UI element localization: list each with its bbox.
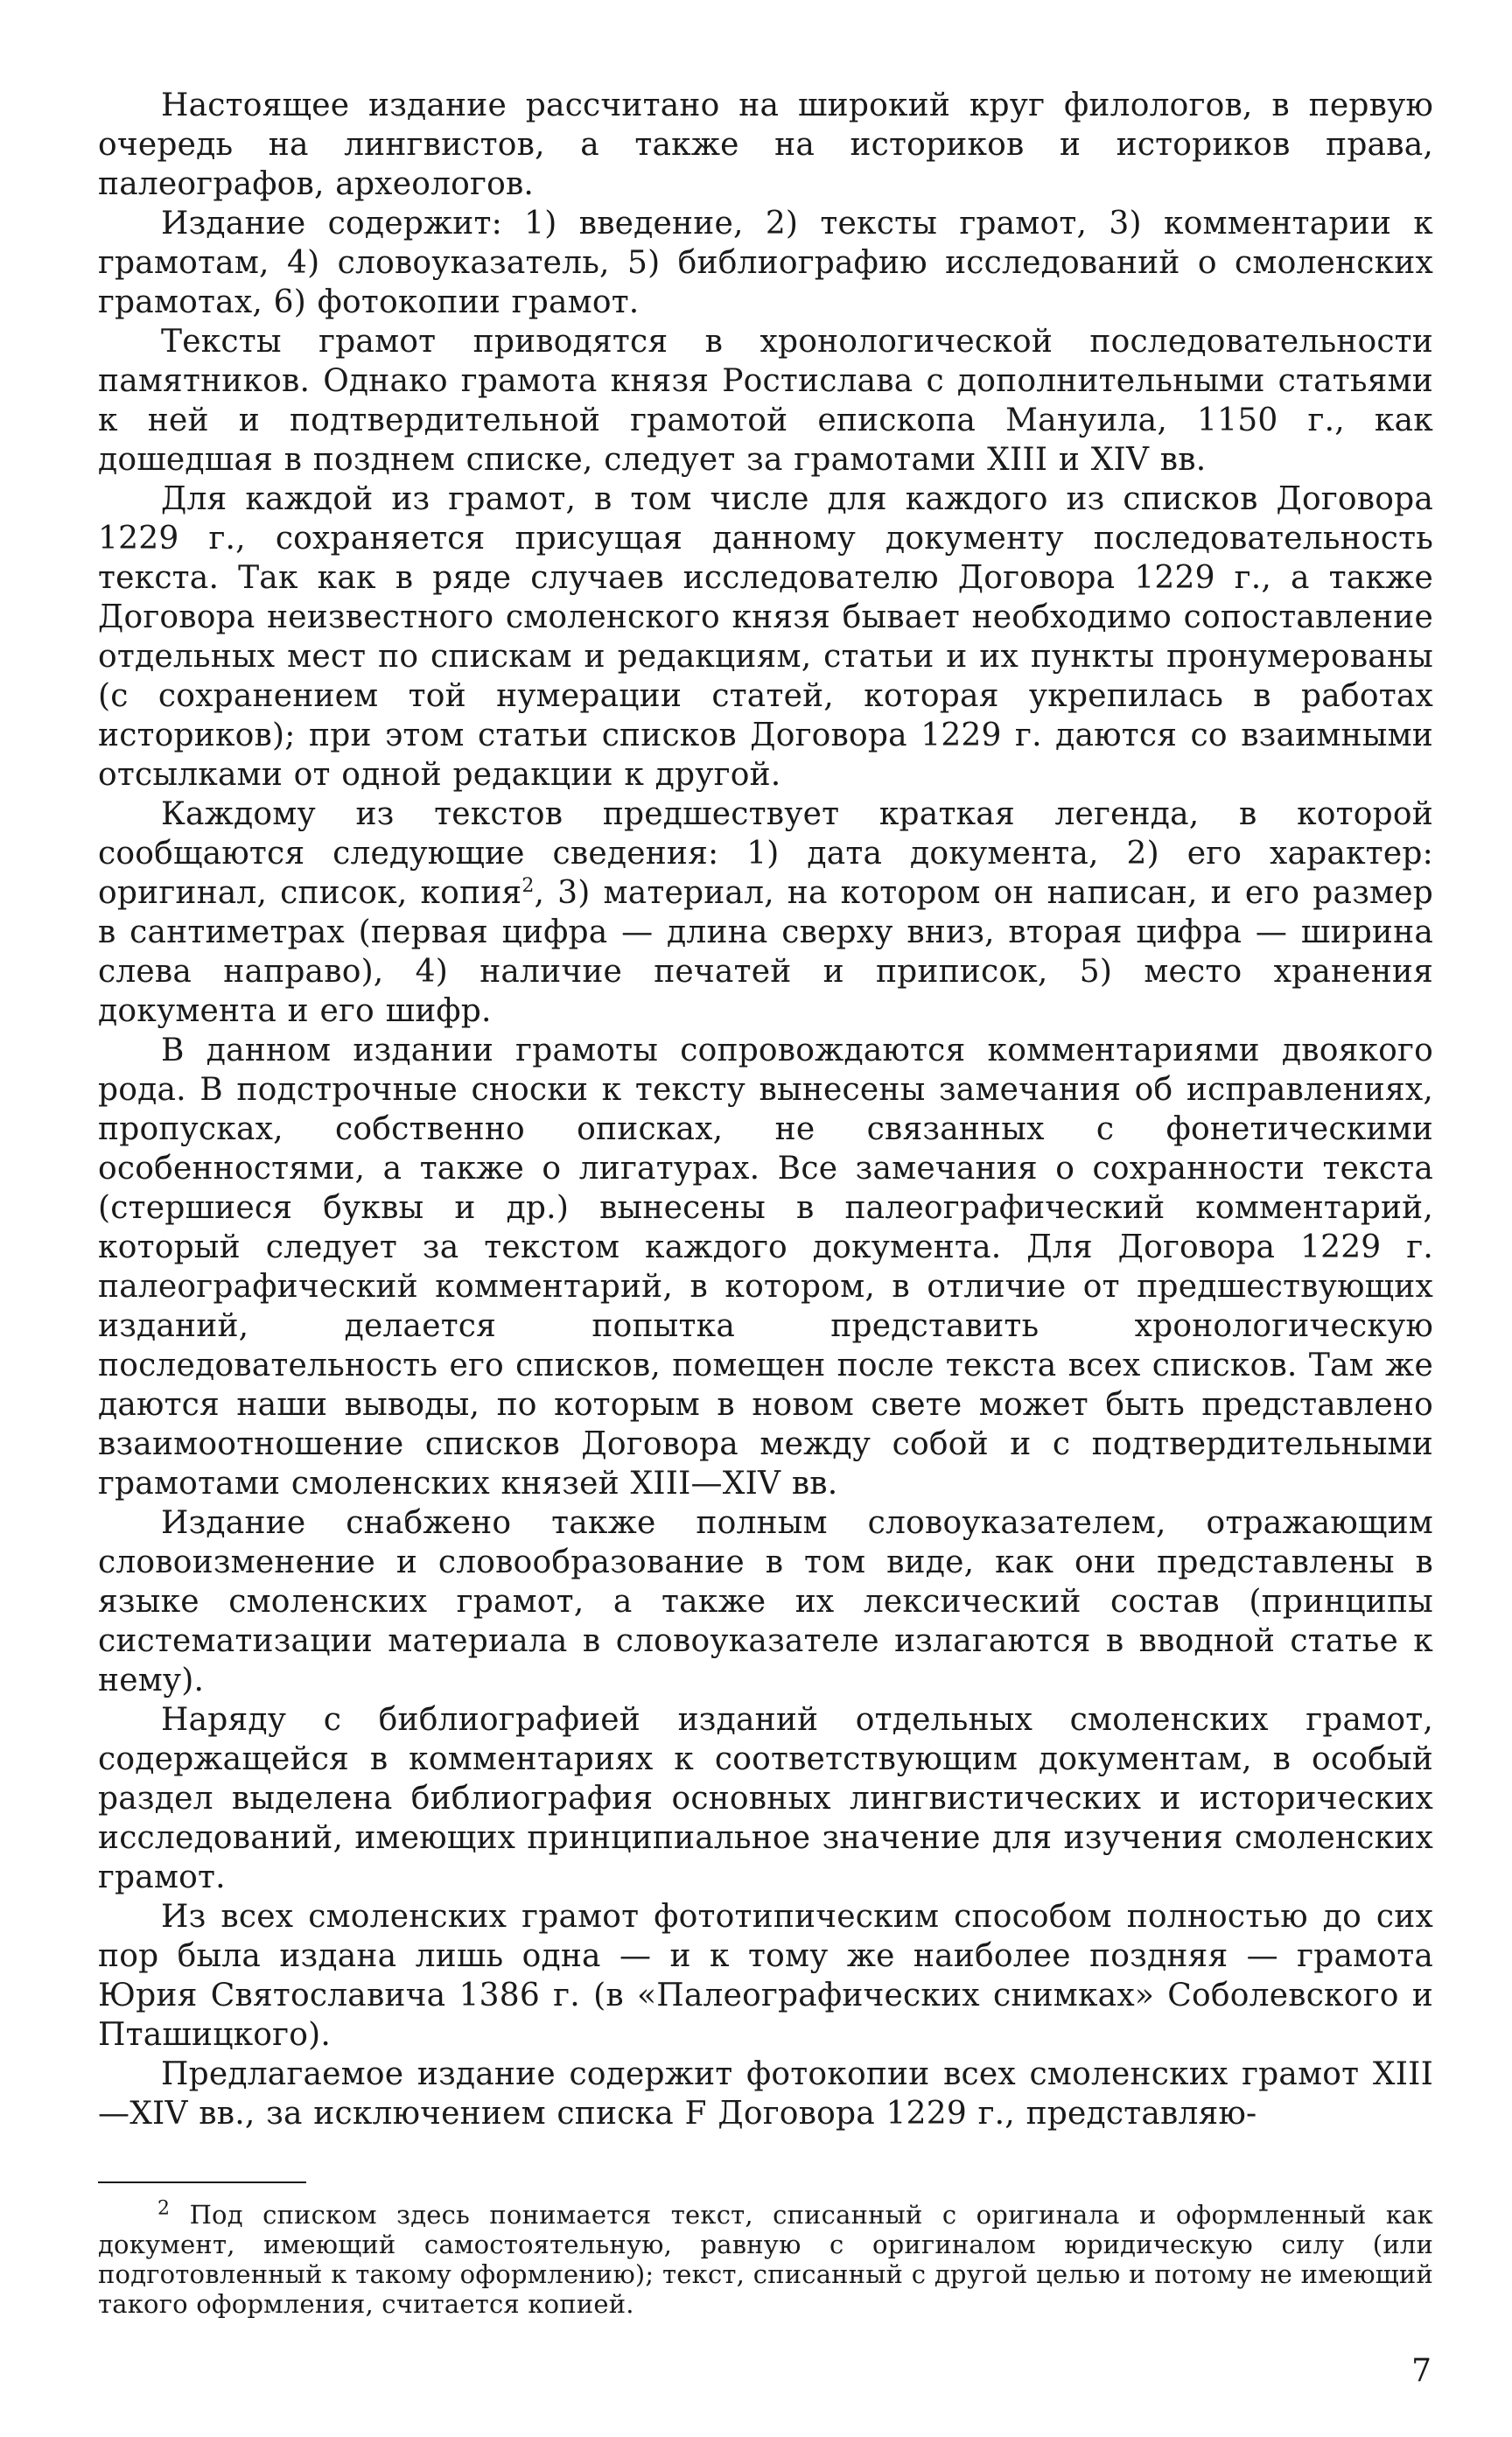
paragraph-legend (98, 795, 1433, 1031)
paragraph-word-index: Издание снабжено также полным словоуказателем, отражающим словоизменение и словообразование в том виде, как они представлены в языке смоленских грамот, а также их лексический состав (принципы систематизации материала в словоуказателе излагаются в вводной статье к нему). (98, 1505, 1433, 1698)
footnote-text: Под списком здесь понимается текст, списанный с оригинала и оформленный как документ, имеющий самостоятельную, равную с оригиналом юридическую силу (или подготовленный к такому оформлению); текст, списанный с другой целью и потому не имеющий такого оформления, считается копией. (98, 2200, 1433, 2319)
paragraph-audience: Настоящее издание рассчитано на широкий круг филологов, в первую очередь на лингвистов, а также на историков и историков права, палеографов, археологов. (98, 88, 1433, 202)
paragraph-phototype: Из всех смоленских грамот фототипическим способом полностью до сих пор была издана лишь одна — и к тому же наиболее поздняя — грамота Юрия Святославича 1386 г. (в «Палеографических снимках» Соболевского и Пташицкого). (98, 1899, 1433, 2053)
footnote-marker: 2 (158, 2197, 171, 2220)
paragraph-bibliography: Наряду с библиографией изданий отдельных смоленских грамот, содержащейся в комментариях к соответствующим документам, в особый раздел выделена библиография основных лингвистических и исторических исследований, имеющих принципиальное значение для изучения смоленских грамот. (98, 1702, 1433, 1895)
paragraph-commentary: В данном издании грамоты сопровождаются комментариями двоякого рода. В подстрочные сноски к тексту вынесены замечания об исправлениях, пропусках, собственно описках, не связанных с фонетическими особенностями, а также о лигатурах. Все замечания о сохранности текста (стершиеся буквы и др.) вынесены в палеографический комментарий, который следует за текстом каждого документа. Для Договора 1229 г. палеографический комментарий, в котором, в отличие от предшествующих изданий, делается попытка представить хронологическую последовательность его списков, помещен после текста всех списков. Там же даются наши выводы, по которым в новом свете может быть представлено взаимоотношение списков Договора между собой и с подтвердительными грамотами смоленских князей XIII—XIV вв. (98, 1033, 1433, 1502)
paragraph-legend-part-1: Каждому из текстов предшествует краткая легенда, в которой сообщаются следующие сведения: 1) дата документа, 2) его характер: оригинал, список, копия (98, 796, 1433, 911)
paragraph-legend-part-2: , 3) материал, на котором он написан, и его размер в сантиметрах (первая цифра — длина сверху вниз, вторая цифра — ширина слева направо), 4) наличие печатей и приписок, 5) место хранения документа и его шифр. (98, 875, 1433, 1029)
paragraph-photocopies: Предлагаемое издание содержит фотокопии всех смоленских грамот XIII—XIV вв., за исключением списка F Договора 1229 г., представляю- (98, 2056, 1433, 2132)
paragraph-numbering: Для каждой из грамот, в том числе для каждого из списков Договора 1229 г., сохраняется присущая данному документу последовательность текста. Так как в ряде случаев исследователю Договора 1229 г., а также Договора неизвестного смоленского князя бывает необходимо сопоставление отдельных мест по спискам и редакциям, статьи и их пункты пронумерованы (с сохранением той нумерации статей, которая укрепилась в работах историков); при этом статьи списков Договора 1229 г. даются со взаимными отсылками от одной редакции к другой. (98, 481, 1433, 793)
footnote (98, 2197, 1433, 2319)
paragraph-chronology: Тексты грамот приводятся в хронологической последовательности памятников. Однако грамота князя Ростислава с дополнительными статьями к ней и подтвердительной грамотой епископа Мануила, 1150 г., как дошедшая в позднем списке, следует за грамотами XIII и XIV вв. (98, 324, 1433, 478)
page-body (98, 86, 1433, 2133)
page-number: 7 (1411, 2353, 1432, 2389)
paragraph-contents: Издание содержит: 1) введение, 2) тексты грамот, 3) комментарии к грамотам, 4) словоуказатель, 5) библиографию исследований о смоленских грамотах, 6) фотокопии грамот. (98, 206, 1433, 320)
footnote-divider (98, 2181, 306, 2183)
footnote-reference: 2 (522, 875, 535, 897)
